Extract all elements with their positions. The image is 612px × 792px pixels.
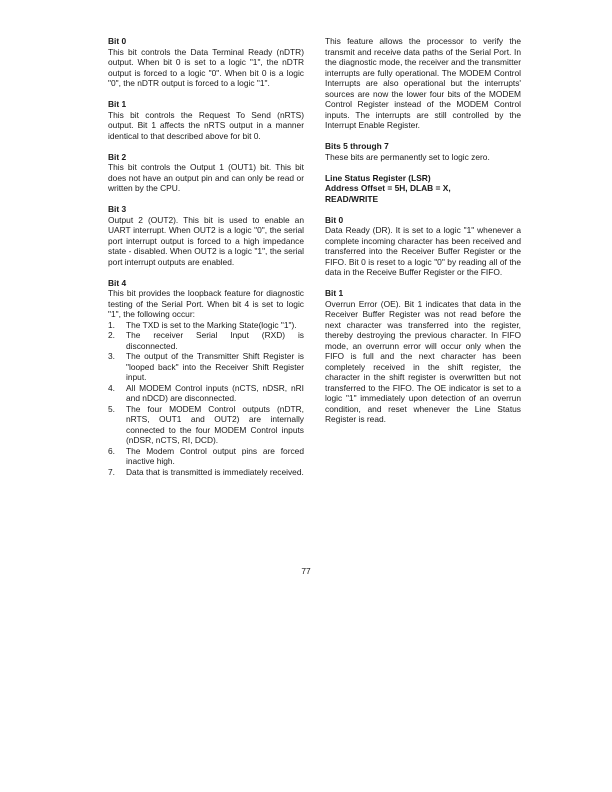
section-heading: Bits 5 through 7: [325, 141, 389, 151]
section-heading: Bit 2: [108, 151, 127, 162]
list-item: [108, 467, 304, 478]
register-access: READ/WRITE: [325, 193, 379, 204]
register-title: Line Status Register (LSR): [325, 172, 431, 183]
section-heading: Bit 3: [108, 204, 127, 214]
section-heading: Bit 0: [325, 214, 344, 225]
left-column: [108, 36, 304, 488]
list-number: 7.: [108, 466, 115, 477]
loopback-list: [108, 320, 304, 478]
section-mcr-bit3: [108, 204, 304, 267]
list-number: 6.: [108, 445, 115, 456]
list-text: Data that is transmitted is immediately received.: [126, 466, 304, 477]
list-number: 5.: [108, 403, 115, 414]
list-item: [108, 446, 304, 467]
section-mcr-bit4: [108, 278, 304, 478]
list-number: 1.: [108, 319, 115, 330]
list-item: [108, 320, 304, 331]
section-body: This bit controls the Data Terminal Ready (nDTR) output. When bit 0 is set to a logic "1", the nDTR output is forced to a logic "0". When bit 0 is a logic "0", the nDTR output is forced to a logic "1".: [108, 46, 304, 88]
section-bits-5-7: [325, 141, 521, 162]
list-item: [108, 383, 304, 404]
right-column: [325, 36, 521, 435]
section-mcr-bit1: [108, 99, 304, 141]
section-body: These bits are permanently set to logic zero.: [325, 151, 490, 162]
section-body: This bit provides the loopback feature for diagnostic testing of the Serial Port. When bit 4 is set to logic "1", the following occur:: [108, 288, 304, 319]
section-heading: Bit 4: [108, 277, 127, 288]
section-body: This bit controls the Output 1 (OUT1) bit. This bit does not have an output pin and can only be read or written by the CPU.: [108, 162, 304, 193]
section-body: Data Ready (DR). It is set to a logic "1" whenever a complete incoming character has been received and transferred into the Receiver Buffer Register or the FIFO. Bit 0 is reset to a logic "0" by reading all of the data in the Receive Buffer Register or the FIFO.: [325, 225, 521, 277]
section-heading: Bit 1: [325, 288, 344, 298]
section-heading: Bit 0: [108, 36, 127, 46]
list-number: 4.: [108, 382, 115, 393]
list-item: [108, 330, 304, 351]
section-body: This bit controls the Request To Send (nRTS) output. Bit 1 affects the nRTS output in a manner identical to that described above for bit 0.: [108, 109, 304, 141]
list-item: [108, 404, 304, 446]
list-item: [108, 351, 304, 383]
page-number: 77: [301, 566, 311, 576]
list-text: The four MODEM Control outputs (nDTR, nRTS, OUT1 and OUT2) are internally connected to the four MODEM Control inputs (nDSR, nCTS, RI, DCD).: [126, 403, 304, 445]
section-lsr-title: [325, 173, 521, 205]
list-text: All MODEM Control inputs (nCTS, nDSR, nRI and nDCD) are disconnected.: [126, 382, 304, 403]
register-address: Address Offset = 5H, DLAB = X,: [325, 183, 451, 193]
list-text: The TXD is set to the Marking State(logic "1").: [126, 319, 297, 330]
section-loopback-continued: [325, 36, 521, 131]
section-mcr-bit2: [108, 152, 304, 194]
list-number: 2.: [108, 330, 115, 340]
section-lsr-bit0: [325, 215, 521, 278]
section-body: Output 2 (OUT2). This bit is used to enable an UART interrupt. When OUT2 is a logic "0", the serial port interrupt output is forced to a high impedance state - disabled. When OUT2 is a logic "1", the serial port interrupt outputs are enabled.: [108, 214, 304, 267]
list-number: 3.: [108, 351, 115, 361]
section-body: This feature allows the processor to verify the transmit and receive data paths of the Serial Port. In the diagnostic mode, the receiver and the transmitter interrupts are fully operational. The MODEM Control Interrupts are also operational but the interrupts' sources are now the lower four bits of the MODEM Control Register instead of the MODEM Control inputs. The interrupts are still controlled by the Interrupt Enable Register.: [325, 36, 521, 130]
section-heading: Bit 1: [108, 99, 127, 109]
list-text: The output of the Transmitter Shift Register is "looped back" into the Receiver Shift Register input.: [126, 351, 304, 382]
list-text: The receiver Serial Input (RXD) is disconnected.: [126, 330, 304, 351]
list-text: The Modem Control output pins are forced inactive high.: [126, 445, 304, 466]
section-lsr-bit1: [325, 288, 521, 425]
section-mcr-bit0: [108, 36, 304, 89]
section-body: Overrun Error (OE). Bit 1 indicates that data in the Receiver Buffer Register was not read before the next character was transferred into the register, thereby destroying the previous character. In FIFO mode, an overrunn error will occur only when the FIFO is full and the next character has been completely received in the shift register, the character in the shift register is overwritten but not transferred to the FIFO. The OE indicator is set to a logic "1" immediately upon detection of an overrun condition, and reset whenever the Line Status Register is read.: [325, 298, 521, 424]
